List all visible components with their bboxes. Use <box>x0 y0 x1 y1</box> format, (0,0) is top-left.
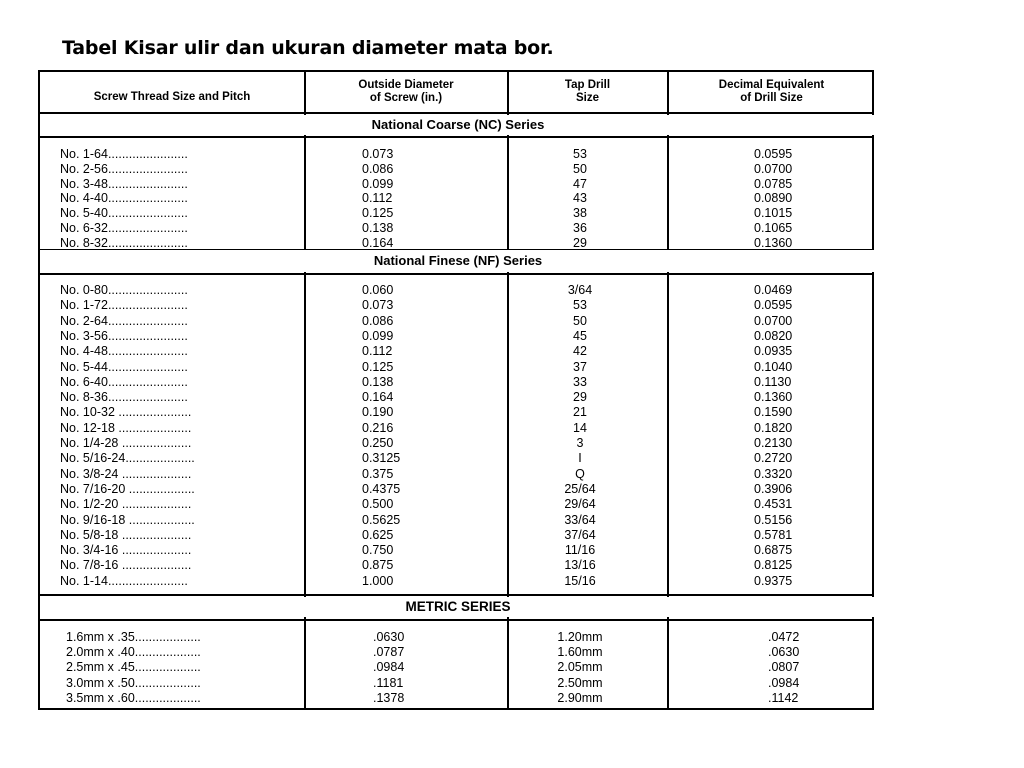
table-row <box>40 467 876 482</box>
table-row <box>40 645 876 660</box>
decimal-equivalent-cell: 0.8125 <box>754 558 793 573</box>
table-row <box>40 236 876 249</box>
outside-diameter-cell: 0.375 <box>362 466 394 481</box>
tap-drill-cell: 33/64 <box>564 512 596 527</box>
divider-line <box>40 112 874 114</box>
table-row <box>40 630 876 645</box>
thread-size-cell: No. 0-80....................... <box>60 283 188 297</box>
table-row <box>40 191 876 206</box>
section-body-nc <box>40 147 876 249</box>
table-row <box>40 497 876 512</box>
decimal-equivalent-cell: .1142 <box>768 690 799 705</box>
thread-size-cell: No. 1/2-20 .................... <box>60 497 192 512</box>
tap-drill-cell: I <box>578 451 582 466</box>
thread-size-cell: 2.5mm x .45................... <box>66 660 201 675</box>
outside-diameter-cell: 0.099 <box>362 176 394 191</box>
table-row <box>40 421 876 436</box>
divider-line <box>40 619 874 621</box>
decimal-equivalent-cell: .0630 <box>768 645 800 660</box>
thread-drill-table <box>38 70 874 710</box>
thread-size-cell: No. 6-40....................... <box>60 374 188 389</box>
tap-drill-cell: 3 <box>576 436 584 450</box>
thread-size-cell: No. 3-48....................... <box>60 176 188 191</box>
tap-drill-cell: 29 <box>573 390 587 405</box>
table-row <box>40 451 876 466</box>
outside-diameter-cell: 0.112 <box>362 344 393 359</box>
outside-diameter-cell: 0.4375 <box>362 481 401 496</box>
decimal-equivalent-cell: 0.1820 <box>754 420 793 435</box>
table-row <box>40 436 876 451</box>
table-row <box>40 298 876 313</box>
thread-size-cell: No. 1-72....................... <box>60 298 188 313</box>
thread-size-cell: No. 4-40....................... <box>60 191 188 206</box>
tap-drill-cell: 37 <box>573 359 587 374</box>
thread-size-cell: No. 3-56....................... <box>60 328 188 343</box>
thread-size-cell: No. 3/4-16 .................... <box>60 543 192 558</box>
decimal-equivalent-cell: .0807 <box>768 660 800 675</box>
tap-drill-cell: 53 <box>573 147 587 161</box>
thread-size-cell: No. 6-32....................... <box>60 221 188 235</box>
table-row <box>40 147 876 162</box>
tap-drill-cell: 50 <box>573 161 587 176</box>
outside-diameter-cell: 0.138 <box>362 374 394 389</box>
header-outside-diameter: Outside Diameter of Screw (in.) <box>358 79 454 104</box>
decimal-equivalent-cell: 0.5781 <box>754 527 793 542</box>
table-row <box>40 375 876 390</box>
tap-drill-cell: Q <box>575 466 585 481</box>
page-title: Tabel Kisar ulir dan ukuran diameter mata bor. <box>62 37 554 59</box>
tap-drill-cell: 50 <box>573 313 587 328</box>
outside-diameter-cell: 0.125 <box>362 206 394 221</box>
decimal-equivalent-cell: 0.0595 <box>754 147 793 161</box>
tap-drill-cell: 2.90mm <box>557 690 603 705</box>
tap-drill-cell: 53 <box>573 298 587 313</box>
thread-size-cell: No. 7/8-16 .................... <box>60 558 192 573</box>
outside-diameter-cell: 0.500 <box>362 497 394 512</box>
decimal-equivalent-cell: 0.0935 <box>754 344 793 359</box>
decimal-equivalent-cell: 0.3906 <box>754 481 793 496</box>
outside-diameter-cell: .0787 <box>373 645 405 660</box>
tap-drill-cell: 38 <box>573 206 587 221</box>
thread-size-cell: No. 1/4-28 .................... <box>60 436 192 450</box>
table-row <box>40 329 876 344</box>
outside-diameter-cell: 0.086 <box>362 313 394 328</box>
outside-diameter-cell: 0.086 <box>362 161 394 176</box>
outside-diameter-cell: 0.099 <box>362 328 394 343</box>
outside-diameter-cell: .0984 <box>373 660 405 675</box>
outside-diameter-cell: 0.875 <box>362 558 394 573</box>
decimal-equivalent-cell: 0.5156 <box>754 512 793 527</box>
header-tap-drill-size: Tap Drill Size <box>564 79 611 104</box>
table-row <box>40 314 876 329</box>
tap-drill-cell: 36 <box>573 221 587 235</box>
table-row <box>40 528 876 543</box>
tap-drill-cell: 37/64 <box>564 527 596 542</box>
decimal-equivalent-cell: 0.1015 <box>754 206 793 221</box>
outside-diameter-cell: 0.164 <box>362 235 394 249</box>
decimal-equivalent-cell: 0.0785 <box>754 176 793 191</box>
thread-size-cell: No. 5/8-18 .................... <box>60 527 192 542</box>
divider-line <box>40 136 874 138</box>
decimal-equivalent-cell: 0.1130 <box>754 374 792 389</box>
thread-size-cell: No. 8-32....................... <box>60 235 188 249</box>
table-row <box>40 660 876 675</box>
outside-diameter-cell: 0.190 <box>362 405 394 420</box>
outside-diameter-cell: 0.073 <box>362 298 394 313</box>
outside-diameter-cell: 1.000 <box>362 573 394 588</box>
decimal-equivalent-cell: 0.2130 <box>754 436 793 450</box>
tap-drill-cell: 2.50mm <box>557 675 603 690</box>
outside-diameter-cell: 0.073 <box>362 147 394 161</box>
outside-diameter-cell: 0.125 <box>362 359 394 374</box>
section-body-nf <box>40 283 876 593</box>
tap-drill-cell: 21 <box>573 405 587 420</box>
thread-size-cell: No. 5/16-24.................... <box>60 451 195 466</box>
section-title-nc: National Coarse (NC) Series <box>40 115 876 135</box>
tap-drill-cell: 29 <box>573 235 587 249</box>
thread-size-cell: No. 1-64....................... <box>60 147 188 161</box>
outside-diameter-cell: 0.750 <box>362 543 394 558</box>
outside-diameter-cell: 0.060 <box>362 283 394 297</box>
table-row <box>40 206 876 221</box>
thread-size-cell: No. 4-48....................... <box>60 344 188 359</box>
thread-size-cell: 3.5mm x .60................... <box>66 690 201 705</box>
thread-size-cell: No. 5-40....................... <box>60 206 188 221</box>
decimal-equivalent-cell: 0.0595 <box>754 298 793 313</box>
thread-size-cell: 2.0mm x .40................... <box>66 645 201 660</box>
thread-size-cell: 1.6mm x .35................... <box>66 630 201 644</box>
decimal-equivalent-cell: 0.1065 <box>754 221 793 235</box>
table-row <box>40 221 876 236</box>
tap-drill-cell: 3/64 <box>567 283 593 297</box>
thread-size-cell: No. 12-18 ..................... <box>60 420 192 435</box>
section-title-nf: National Finese (NF) Series <box>40 250 876 272</box>
thread-size-cell: No. 2-56....................... <box>60 161 188 176</box>
tap-drill-cell: 1.60mm <box>557 645 603 660</box>
tap-drill-cell: 45 <box>573 328 587 343</box>
divider-line <box>40 594 874 596</box>
outside-diameter-cell: 0.625 <box>362 527 394 542</box>
table-row <box>40 543 876 558</box>
tap-drill-cell: 47 <box>573 176 587 191</box>
decimal-equivalent-cell: .0472 <box>768 630 800 644</box>
thread-size-cell: No. 2-64....................... <box>60 313 188 328</box>
thread-size-cell: No. 3/8-24 .................... <box>60 466 192 481</box>
decimal-equivalent-cell: 0.4531 <box>754 497 793 512</box>
table-row <box>40 513 876 528</box>
table-row <box>40 558 876 573</box>
thread-size-cell: No. 5-44....................... <box>60 359 188 374</box>
outside-diameter-cell: 0.3125 <box>362 451 401 466</box>
tap-drill-cell: 29/64 <box>564 497 596 512</box>
table-row <box>40 177 876 192</box>
table-row <box>40 390 876 405</box>
tap-drill-cell: 15/16 <box>564 573 596 588</box>
thread-size-cell: No. 1-14....................... <box>60 573 188 588</box>
decimal-equivalent-cell: 0.0700 <box>754 313 793 328</box>
outside-diameter-cell: 0.112 <box>362 191 393 206</box>
section-body-metric <box>40 630 876 710</box>
table-row <box>40 676 876 691</box>
tap-drill-cell: 25/64 <box>564 481 596 496</box>
table-row <box>40 405 876 420</box>
tap-drill-cell: 42 <box>573 344 587 359</box>
decimal-equivalent-cell: 0.1590 <box>754 405 793 420</box>
thread-size-cell: No. 8-36....................... <box>60 390 188 405</box>
decimal-equivalent-cell: 0.1360 <box>754 235 793 249</box>
table-row <box>40 482 876 497</box>
decimal-equivalent-cell: 0.9375 <box>754 573 793 588</box>
outside-diameter-cell: .1378 <box>373 690 405 705</box>
tap-drill-cell: 33 <box>573 374 587 389</box>
divider-line <box>40 273 874 275</box>
decimal-equivalent-cell: 0.1360 <box>754 390 793 405</box>
decimal-equivalent-cell: 0.3320 <box>754 466 793 481</box>
thread-size-cell: 3.0mm x .50................... <box>66 675 201 690</box>
tap-drill-cell: 2.05mm <box>557 660 603 675</box>
decimal-equivalent-cell: 0.0890 <box>754 191 793 206</box>
header-decimal-equivalent: Decimal Equivalent of Drill Size <box>718 79 825 104</box>
decimal-equivalent-cell: 0.2720 <box>754 451 793 466</box>
thread-size-cell: No. 7/16-20 ................... <box>60 481 195 496</box>
outside-diameter-cell: 0.5625 <box>362 512 401 527</box>
thread-size-cell: No. 10-32 ..................... <box>60 405 192 420</box>
outside-diameter-cell: 0.250 <box>362 436 394 450</box>
table-row <box>40 162 876 177</box>
tap-drill-cell: 1.20mm <box>557 630 603 644</box>
table-row <box>40 344 876 359</box>
tap-drill-cell: 43 <box>573 191 587 206</box>
decimal-equivalent-cell: 0.6875 <box>754 543 793 558</box>
header-screw-thread: Screw Thread Size and Pitch <box>93 90 251 103</box>
tap-drill-cell: 13/16 <box>564 558 596 573</box>
section-title-metric: METRIC SERIES <box>40 597 876 617</box>
decimal-equivalent-cell: .0984 <box>768 675 800 690</box>
outside-diameter-cell: 0.164 <box>362 390 394 405</box>
tap-drill-cell: 14 <box>573 420 587 435</box>
table-row <box>40 691 876 706</box>
outside-diameter-cell: 0.138 <box>362 221 394 235</box>
tap-drill-cell: 11/16 <box>564 543 596 558</box>
outside-diameter-cell: 0.216 <box>362 420 394 435</box>
outside-diameter-cell: .0630 <box>373 630 405 644</box>
table-row <box>40 574 876 589</box>
decimal-equivalent-cell: 0.0469 <box>754 283 793 297</box>
thread-size-cell: No. 9/16-18 ................... <box>60 512 195 527</box>
decimal-equivalent-cell: 0.0700 <box>754 161 793 176</box>
table-row <box>40 360 876 375</box>
decimal-equivalent-cell: 0.1040 <box>754 359 793 374</box>
table-row <box>40 283 876 298</box>
decimal-equivalent-cell: 0.0820 <box>754 328 793 343</box>
outside-diameter-cell: .1181 <box>373 675 404 690</box>
